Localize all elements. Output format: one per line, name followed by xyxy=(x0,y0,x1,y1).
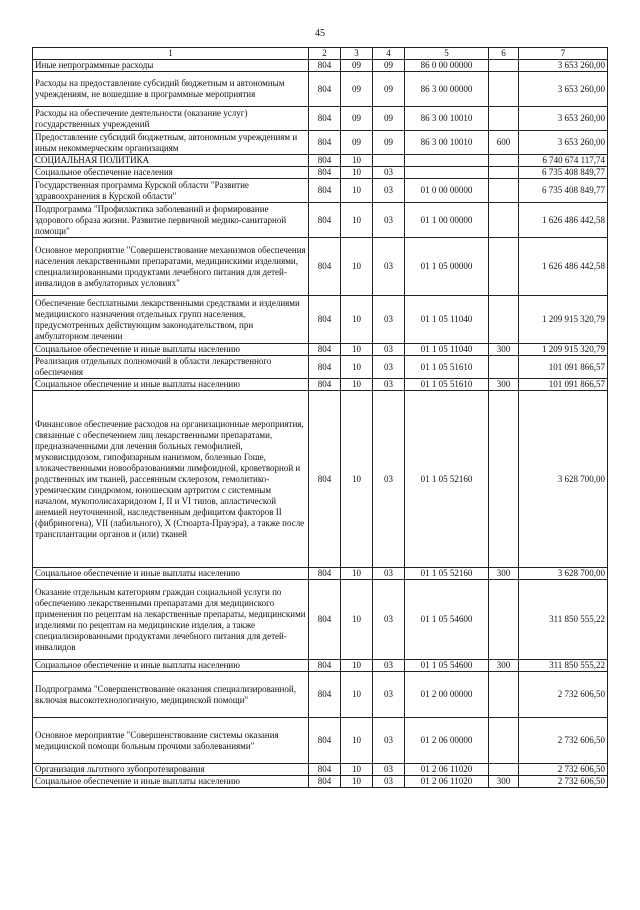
header-cell: 4 xyxy=(373,48,405,60)
table-row xyxy=(33,344,608,356)
row-name-cell: Предоставление субсидий бюджетным, автономным учреждениям и иным некоммерческим организациям xyxy=(33,131,309,155)
row-sum-cell: 3 653 260,00 xyxy=(519,72,608,107)
header-cell: 1 xyxy=(33,48,309,60)
header-cell: 6 xyxy=(489,48,519,60)
row-pr-cell: 03 xyxy=(373,660,405,672)
row-pr-cell: 03 xyxy=(373,203,405,238)
row-pr-cell: 09 xyxy=(373,107,405,131)
table-row xyxy=(33,379,608,391)
row-sum-cell: 6 735 408 849,77 xyxy=(519,167,608,179)
row-rz-cell: 09 xyxy=(341,131,373,155)
row-vr-cell xyxy=(489,167,519,179)
row-rz-cell: 09 xyxy=(341,107,373,131)
row-vr-cell xyxy=(489,672,519,718)
table-row xyxy=(33,238,608,296)
row-csr-cell: 01 1 05 54600 xyxy=(405,580,489,660)
row-vr-cell: 300 xyxy=(489,568,519,580)
header-row xyxy=(33,48,608,60)
row-pr-cell: 03 xyxy=(373,568,405,580)
row-gr-cell: 804 xyxy=(309,167,341,179)
row-csr-cell: 01 1 05 51610 xyxy=(405,356,489,379)
row-pr-cell: 09 xyxy=(373,72,405,107)
row-csr-cell: 01 1 05 54600 xyxy=(405,660,489,672)
row-rz-cell: 10 xyxy=(341,356,373,379)
table-row xyxy=(33,131,608,155)
row-gr-cell: 804 xyxy=(309,718,341,764)
row-pr-cell: 03 xyxy=(373,580,405,660)
row-name-cell: Социальное обеспечение и иные выплаты населению xyxy=(33,379,309,391)
table-row xyxy=(33,568,608,580)
row-vr-cell: 300 xyxy=(489,660,519,672)
row-gr-cell: 804 xyxy=(309,344,341,356)
row-sum-cell: 1 209 915 320,79 xyxy=(519,296,608,344)
row-name-cell: Социальное обеспечение и иные выплаты населению xyxy=(33,568,309,580)
row-name-cell: Подпрограмма "Профилактика заболеваний и формирование здорового образа жизни. Развитие первичной медико-санитарной помощи" xyxy=(33,203,309,238)
row-vr-cell xyxy=(489,356,519,379)
row-rz-cell: 10 xyxy=(341,580,373,660)
row-gr-cell: 804 xyxy=(309,60,341,72)
row-csr-cell: 01 1 00 00000 xyxy=(405,203,489,238)
row-name-cell: Социальное обеспечение населения xyxy=(33,167,309,179)
row-sum-cell: 2 732 606,50 xyxy=(519,776,608,788)
row-csr-cell: 01 1 05 00000 xyxy=(405,238,489,296)
row-sum-cell: 1 626 486 442,58 xyxy=(519,203,608,238)
row-csr-cell xyxy=(405,155,489,167)
row-rz-cell: 10 xyxy=(341,344,373,356)
row-pr-cell: 03 xyxy=(373,391,405,568)
row-name-cell: Расходы на предоставление субсидий бюджетным и автономным учреждениям, не вошедшие в программные мероприятия xyxy=(33,72,309,107)
row-csr-cell: 86 3 00 10010 xyxy=(405,131,489,155)
row-gr-cell: 804 xyxy=(309,660,341,672)
row-pr-cell: 03 xyxy=(373,344,405,356)
row-pr-cell xyxy=(373,155,405,167)
row-rz-cell: 10 xyxy=(341,568,373,580)
row-name-cell: Социальное обеспечение и иные выплаты населению xyxy=(33,776,309,788)
row-sum-cell: 6 740 674 117,74 xyxy=(519,155,608,167)
row-sum-cell: 3 653 260,00 xyxy=(519,107,608,131)
row-gr-cell: 804 xyxy=(309,72,341,107)
row-name-cell: Иные непрограммные расходы xyxy=(33,60,309,72)
table-row xyxy=(33,776,608,788)
row-sum-cell: 311 850 555,22 xyxy=(519,580,608,660)
row-csr-cell: 86 0 00 00000 xyxy=(405,60,489,72)
row-csr-cell: 86 3 00 10010 xyxy=(405,107,489,131)
row-name-cell: Организация льготного зубопротезирования xyxy=(33,764,309,776)
row-pr-cell: 03 xyxy=(373,776,405,788)
row-vr-cell xyxy=(489,296,519,344)
row-sum-cell: 2 732 606,50 xyxy=(519,672,608,718)
row-vr-cell xyxy=(489,60,519,72)
row-gr-cell: 804 xyxy=(309,391,341,568)
row-csr-cell: 01 0 00 00000 xyxy=(405,179,489,203)
table-row xyxy=(33,203,608,238)
table-row xyxy=(33,107,608,131)
row-rz-cell: 10 xyxy=(341,660,373,672)
row-rz-cell: 09 xyxy=(341,72,373,107)
row-sum-cell: 1 209 915 320,79 xyxy=(519,344,608,356)
row-vr-cell xyxy=(489,72,519,107)
row-rz-cell: 10 xyxy=(341,296,373,344)
row-gr-cell: 804 xyxy=(309,155,341,167)
row-csr-cell: 01 1 05 52160 xyxy=(405,568,489,580)
row-gr-cell: 804 xyxy=(309,672,341,718)
row-name-cell: Реализация отдельных полномочий в области лекарственного обеспечения xyxy=(33,356,309,379)
row-name-cell: Государственная программа Курской области "Развитие здравоохранения в Курской области" xyxy=(33,179,309,203)
row-vr-cell xyxy=(489,107,519,131)
row-sum-cell: 3 628 700,00 xyxy=(519,391,608,568)
row-rz-cell: 10 xyxy=(341,718,373,764)
row-rz-cell: 10 xyxy=(341,391,373,568)
row-csr-cell: 01 1 05 11040 xyxy=(405,296,489,344)
row-pr-cell: 09 xyxy=(373,60,405,72)
row-vr-cell xyxy=(489,580,519,660)
row-rz-cell: 10 xyxy=(341,203,373,238)
header-cell: 7 xyxy=(519,48,608,60)
row-name-cell: Социальное обеспечение и иные выплаты населению xyxy=(33,344,309,356)
row-vr-cell xyxy=(489,155,519,167)
row-sum-cell: 2 732 606,50 xyxy=(519,764,608,776)
row-pr-cell: 03 xyxy=(373,672,405,718)
row-gr-cell: 804 xyxy=(309,764,341,776)
row-csr-cell: 86 3 00 00000 xyxy=(405,72,489,107)
row-name-cell: Социальное обеспечение и иные выплаты населению xyxy=(33,660,309,672)
row-sum-cell: 3 628 700,00 xyxy=(519,568,608,580)
table-row xyxy=(33,672,608,718)
row-gr-cell: 804 xyxy=(309,238,341,296)
row-name-cell: Подпрограмма "Совершенствование оказания специализированной, включая высокотехнологичную, медицинской помощи" xyxy=(33,672,309,718)
row-vr-cell xyxy=(489,391,519,568)
row-gr-cell: 804 xyxy=(309,203,341,238)
row-vr-cell xyxy=(489,203,519,238)
row-sum-cell: 1 626 486 442,58 xyxy=(519,238,608,296)
row-pr-cell: 03 xyxy=(373,179,405,203)
row-sum-cell: 3 653 260,00 xyxy=(519,60,608,72)
row-pr-cell: 03 xyxy=(373,167,405,179)
row-csr-cell: 01 1 05 11040 xyxy=(405,344,489,356)
row-pr-cell: 03 xyxy=(373,238,405,296)
row-gr-cell: 804 xyxy=(309,776,341,788)
row-sum-cell: 311 850 555,22 xyxy=(519,660,608,672)
header-cell: 3 xyxy=(341,48,373,60)
row-vr-cell xyxy=(489,718,519,764)
row-csr-cell: 01 1 05 51610 xyxy=(405,379,489,391)
table-row xyxy=(33,718,608,764)
row-rz-cell: 10 xyxy=(341,179,373,203)
row-vr-cell: 300 xyxy=(489,344,519,356)
budget-table xyxy=(32,47,608,788)
table-row xyxy=(33,167,608,179)
row-name-cell: Финансовое обеспечение расходов на организационные мероприятия, связанные с обеспечением лиц лекарственными препаратами, предназначенными для лечения больных гемофилией, муковисцидозом, гипофизарным нанизмом, болезнью Гоше, злокачественными новообразованиями лимфоидной, кроветворной и родственных им тканей, рассеянным склерозом, гемолитико-уремическим синдромом, юношеским артритом с системным началом, мукополисахаридозом I, II и VI типов, апластической анемией неуточненной, наследственным дефицитом факторов II (фибриногена), VII (лабильного), X (Стюарта-Прауэра), а также после трансплантации органов и (или) тканей xyxy=(33,391,309,568)
header-cell: 5 xyxy=(405,48,489,60)
row-name-cell: Обеспечение бесплатными лекарственными средствами и изделиями медицинского назначения отдельных групп населения, предусмотренных действующим законодательством, при амбулаторном лечении xyxy=(33,296,309,344)
row-pr-cell: 03 xyxy=(373,718,405,764)
row-rz-cell: 10 xyxy=(341,776,373,788)
row-csr-cell xyxy=(405,167,489,179)
row-name-cell: Расходы на обеспечение деятельности (оказание услуг) государственных учреждений xyxy=(33,107,309,131)
row-name-cell: СОЦИАЛЬНАЯ ПОЛИТИКА xyxy=(33,155,309,167)
row-sum-cell: 101 091 866,57 xyxy=(519,356,608,379)
row-csr-cell: 01 2 06 11020 xyxy=(405,776,489,788)
row-name-cell: Оказание отдельным категориям граждан социальной услуги по обеспечению лекарственными препаратами для медицинского применения по рецептам на лекарственные препараты, медицинскими изделиями по рецептам на медицинские изделия, а также специализированными продуктами лечебного питания для детей-инвалидов xyxy=(33,580,309,660)
row-gr-cell: 804 xyxy=(309,356,341,379)
row-name-cell: Основное мероприятие "Совершенствование системы оказания медицинской помощи больным прочими заболеваниями" xyxy=(33,718,309,764)
row-sum-cell: 101 091 866,57 xyxy=(519,379,608,391)
row-pr-cell: 03 xyxy=(373,356,405,379)
row-vr-cell: 600 xyxy=(489,131,519,155)
table-row xyxy=(33,179,608,203)
row-gr-cell: 804 xyxy=(309,379,341,391)
table-row xyxy=(33,764,608,776)
table-row xyxy=(33,356,608,379)
row-csr-cell: 01 2 06 11020 xyxy=(405,764,489,776)
row-gr-cell: 804 xyxy=(309,179,341,203)
table-row xyxy=(33,580,608,660)
row-vr-cell xyxy=(489,764,519,776)
table-row xyxy=(33,155,608,167)
row-vr-cell: 300 xyxy=(489,379,519,391)
row-gr-cell: 804 xyxy=(309,296,341,344)
row-rz-cell: 10 xyxy=(341,379,373,391)
row-rz-cell: 10 xyxy=(341,672,373,718)
row-csr-cell: 01 2 00 00000 xyxy=(405,672,489,718)
table-row xyxy=(33,296,608,344)
row-name-cell: Основное мероприятие "Совершенствование механизмов обеспечения населения лекарственными препаратами, медицинскими изделиями, специализированными продуктами лечебного питания для детей-инвалидов в амбулаторных условиях" xyxy=(33,238,309,296)
row-vr-cell xyxy=(489,238,519,296)
row-rz-cell: 09 xyxy=(341,60,373,72)
table-row xyxy=(33,660,608,672)
row-pr-cell: 09 xyxy=(373,131,405,155)
row-rz-cell: 10 xyxy=(341,155,373,167)
row-gr-cell: 804 xyxy=(309,131,341,155)
row-csr-cell: 01 2 06 00000 xyxy=(405,718,489,764)
row-pr-cell: 03 xyxy=(373,764,405,776)
row-sum-cell: 2 732 606,50 xyxy=(519,718,608,764)
row-gr-cell: 804 xyxy=(309,580,341,660)
row-pr-cell: 03 xyxy=(373,296,405,344)
header-cell: 2 xyxy=(309,48,341,60)
row-sum-cell: 3 653 260,00 xyxy=(519,131,608,155)
row-rz-cell: 10 xyxy=(341,238,373,296)
table-row xyxy=(33,60,608,72)
row-csr-cell: 01 1 05 52160 xyxy=(405,391,489,568)
row-gr-cell: 804 xyxy=(309,568,341,580)
table-row xyxy=(33,72,608,107)
page-number: 45 xyxy=(315,28,325,39)
row-vr-cell: 300 xyxy=(489,776,519,788)
row-pr-cell: 03 xyxy=(373,379,405,391)
row-rz-cell: 10 xyxy=(341,167,373,179)
table-row xyxy=(33,391,608,568)
row-rz-cell: 10 xyxy=(341,764,373,776)
row-sum-cell: 6 735 408 849,77 xyxy=(519,179,608,203)
row-vr-cell xyxy=(489,179,519,203)
row-gr-cell: 804 xyxy=(309,107,341,131)
